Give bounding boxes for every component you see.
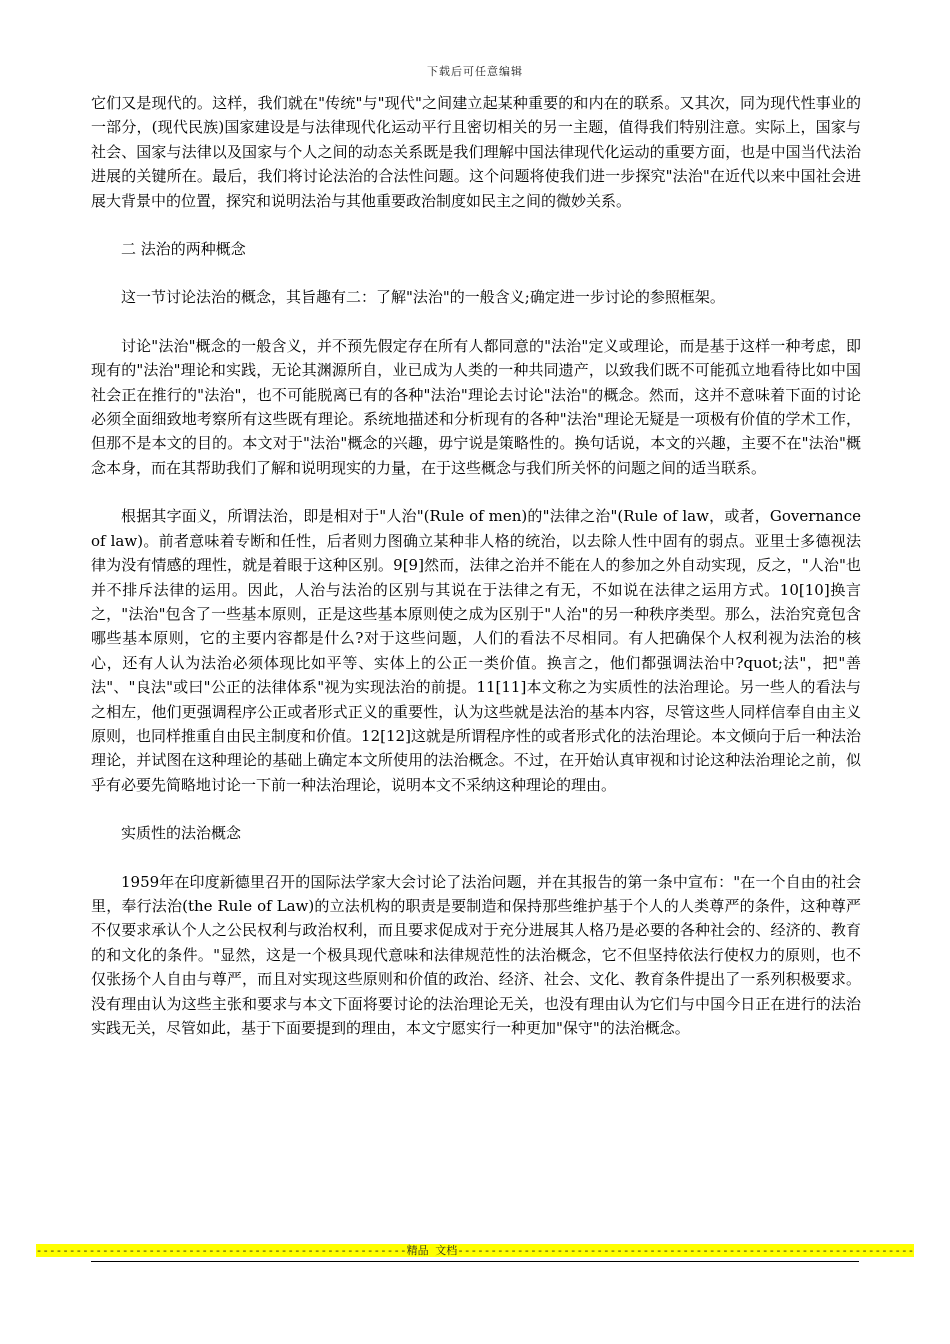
footer-divider bbox=[91, 1261, 859, 1262]
footer-banner-text: --------------------------------------------------------精品 文档--------------------------------------------------------------------- bbox=[35, 1244, 915, 1257]
paragraph: 这一节讨论法治的概念，其旨趣有二：了解"法治"的一般含义;确定进一步讨论的参照框架。 bbox=[121, 288, 725, 307]
footer-banner bbox=[0, 1243, 950, 1258]
paragraph: 1959年在印度新德里召开的国际法学家大会讨论了法治问题，并在其报告的第一条中宣布："在一个自由的社会里，奉行法治(the Rule of Law)的立法机构的职责是要制造和保持那些维护基于个人的人类尊严的条件，这种尊严不仅要求承认个人之公民权利与政治权利，而且要求促成对于充分进展其人格乃是必要的各种社会的、经济的、教育的和文化的条件。"显然，这是一个极具现代意味和法律规范性的法治概念，它不但坚持依法行使权力的原则，也不仅张扬个人自由与尊严，而且对实现这些原则和价值的政治、经济、社会、文化、教育条件提出了一系列积极要求。没有理由认为这些主张和要求与本文下面将要讨论的法治理论无关，也没有理由认为它们与中国今日正在进行的法治实践无关，尽管如此，基于下面要提到的理由，本文宁愿实行一种更加"保守"的法治概念。 bbox=[91, 872, 861, 1037]
document-body bbox=[91, 91, 861, 1064]
paragraph-intro-continuation: 它们又是现代的。这样，我们就在"传统"与"现代"之间建立起某种重要的和内在的联系。又其次，同为现代性事业的一部分，(现代民族)国家建设是与法律现代化运动平行且密切相关的另一主题，值得我们特别注意。实际上，国家与社会、国家与法律以及国家与个人之间的动态关系既是我们理解中国法律现代化运动的重要方面，也是中国当代法治进展的关键所在。最后，我们将讨论法治的合法性问题。这个问题将使我们进一步探究"法治"在近代以来中国社会进展大背景中的位置，探究和说明法治与其他重要政治制度如民主之间的微妙关系。 bbox=[91, 94, 861, 210]
paragraph: 讨论"法治"概念的一般含义，并不预先假定存在所有人都同意的"法治"定义或理论，而是基于这样一种考虑，即现有的"法治"理论和实践，无论其渊源所自，业已成为人类的一种共同遗产，以致我们既不可能孤立地看待比如中国社会正在推行的"法治"，也不可能脱离已有的各种"法治"理论去讨论"法治"的概念。然而，这并不意味着下面的讨论必须全面细致地考察所有这些既有理论。系统地描述和分析现有的各种"法治"理论无疑是一项极有价值的学术工作，但那不是本文的目的。本文对于"法治"概念的兴趣，毋宁说是策略性的。换句话说，本文的兴趣，主要不在"法治"概念本身，而在其帮助我们了解和说明现实的力量，在于这些概念与我们所关怀的问题之间的适当联系。 bbox=[91, 336, 861, 477]
subsection-heading: 实质性的法治概念 bbox=[121, 824, 242, 843]
page-header: 下载后可任意编辑 bbox=[427, 65, 523, 78]
paragraph: 根据其字面义，所谓法治，即是相对于"人治"(Rule of men)的"法律之治"(Rule of law，或者，Governance of law)。前者意味着专断和任性，后者则力图确立某种非人格的统治，以去除人性中固有的弱点。亚里士多德视法律为没有情感的理性，就是着眼于这种区别。9[9]然而，法律之治并不能在人的参加之外自动实现，反之，"人治"也并不排斥法律的运用。因此，人治与法治的区别与其说在于法律之有无，不如说在法律之运用方式。10[10]换言之，"法治"包含了一些基本原则，正是这些基本原则使之成为区别于"人治"的另一种秩序类型。那么，法治究竟包含哪些基本原则，它的主要内容都是什么?对于这些问题，人们的看法不尽相同。有人把确保个人权利视为法治的核心，还有人认为法治必须体现比如平等、实体上的公正一类价值。换言之，他们都强调法治中?quot;法"，把"善法"、"良法"或曰"公正的法律体系"视为实现法治的前提。11[11]本文称之为实质性的法治理论。另一些人的看法与之相左，他们更强调程序公正或者形式正义的重要性，认为这些就是法治的基本内容，尽管这些人同样信奉自由主义原则，也同样推重自由民主制度和价值。12[12]这就是所谓程序性的或者形式化的法治理论。本文倾向于后一种法治理论，并试图在这种理论的基础上确定本文所使用的法治概念。不过，在开始认真审视和讨论这种法治理论之前，似乎有必要先简略地讨论一下前一种法治理论，说明本文不采纳这种理论的理由。 bbox=[91, 507, 861, 794]
section-heading: 二 法治的两种概念 bbox=[121, 240, 246, 259]
